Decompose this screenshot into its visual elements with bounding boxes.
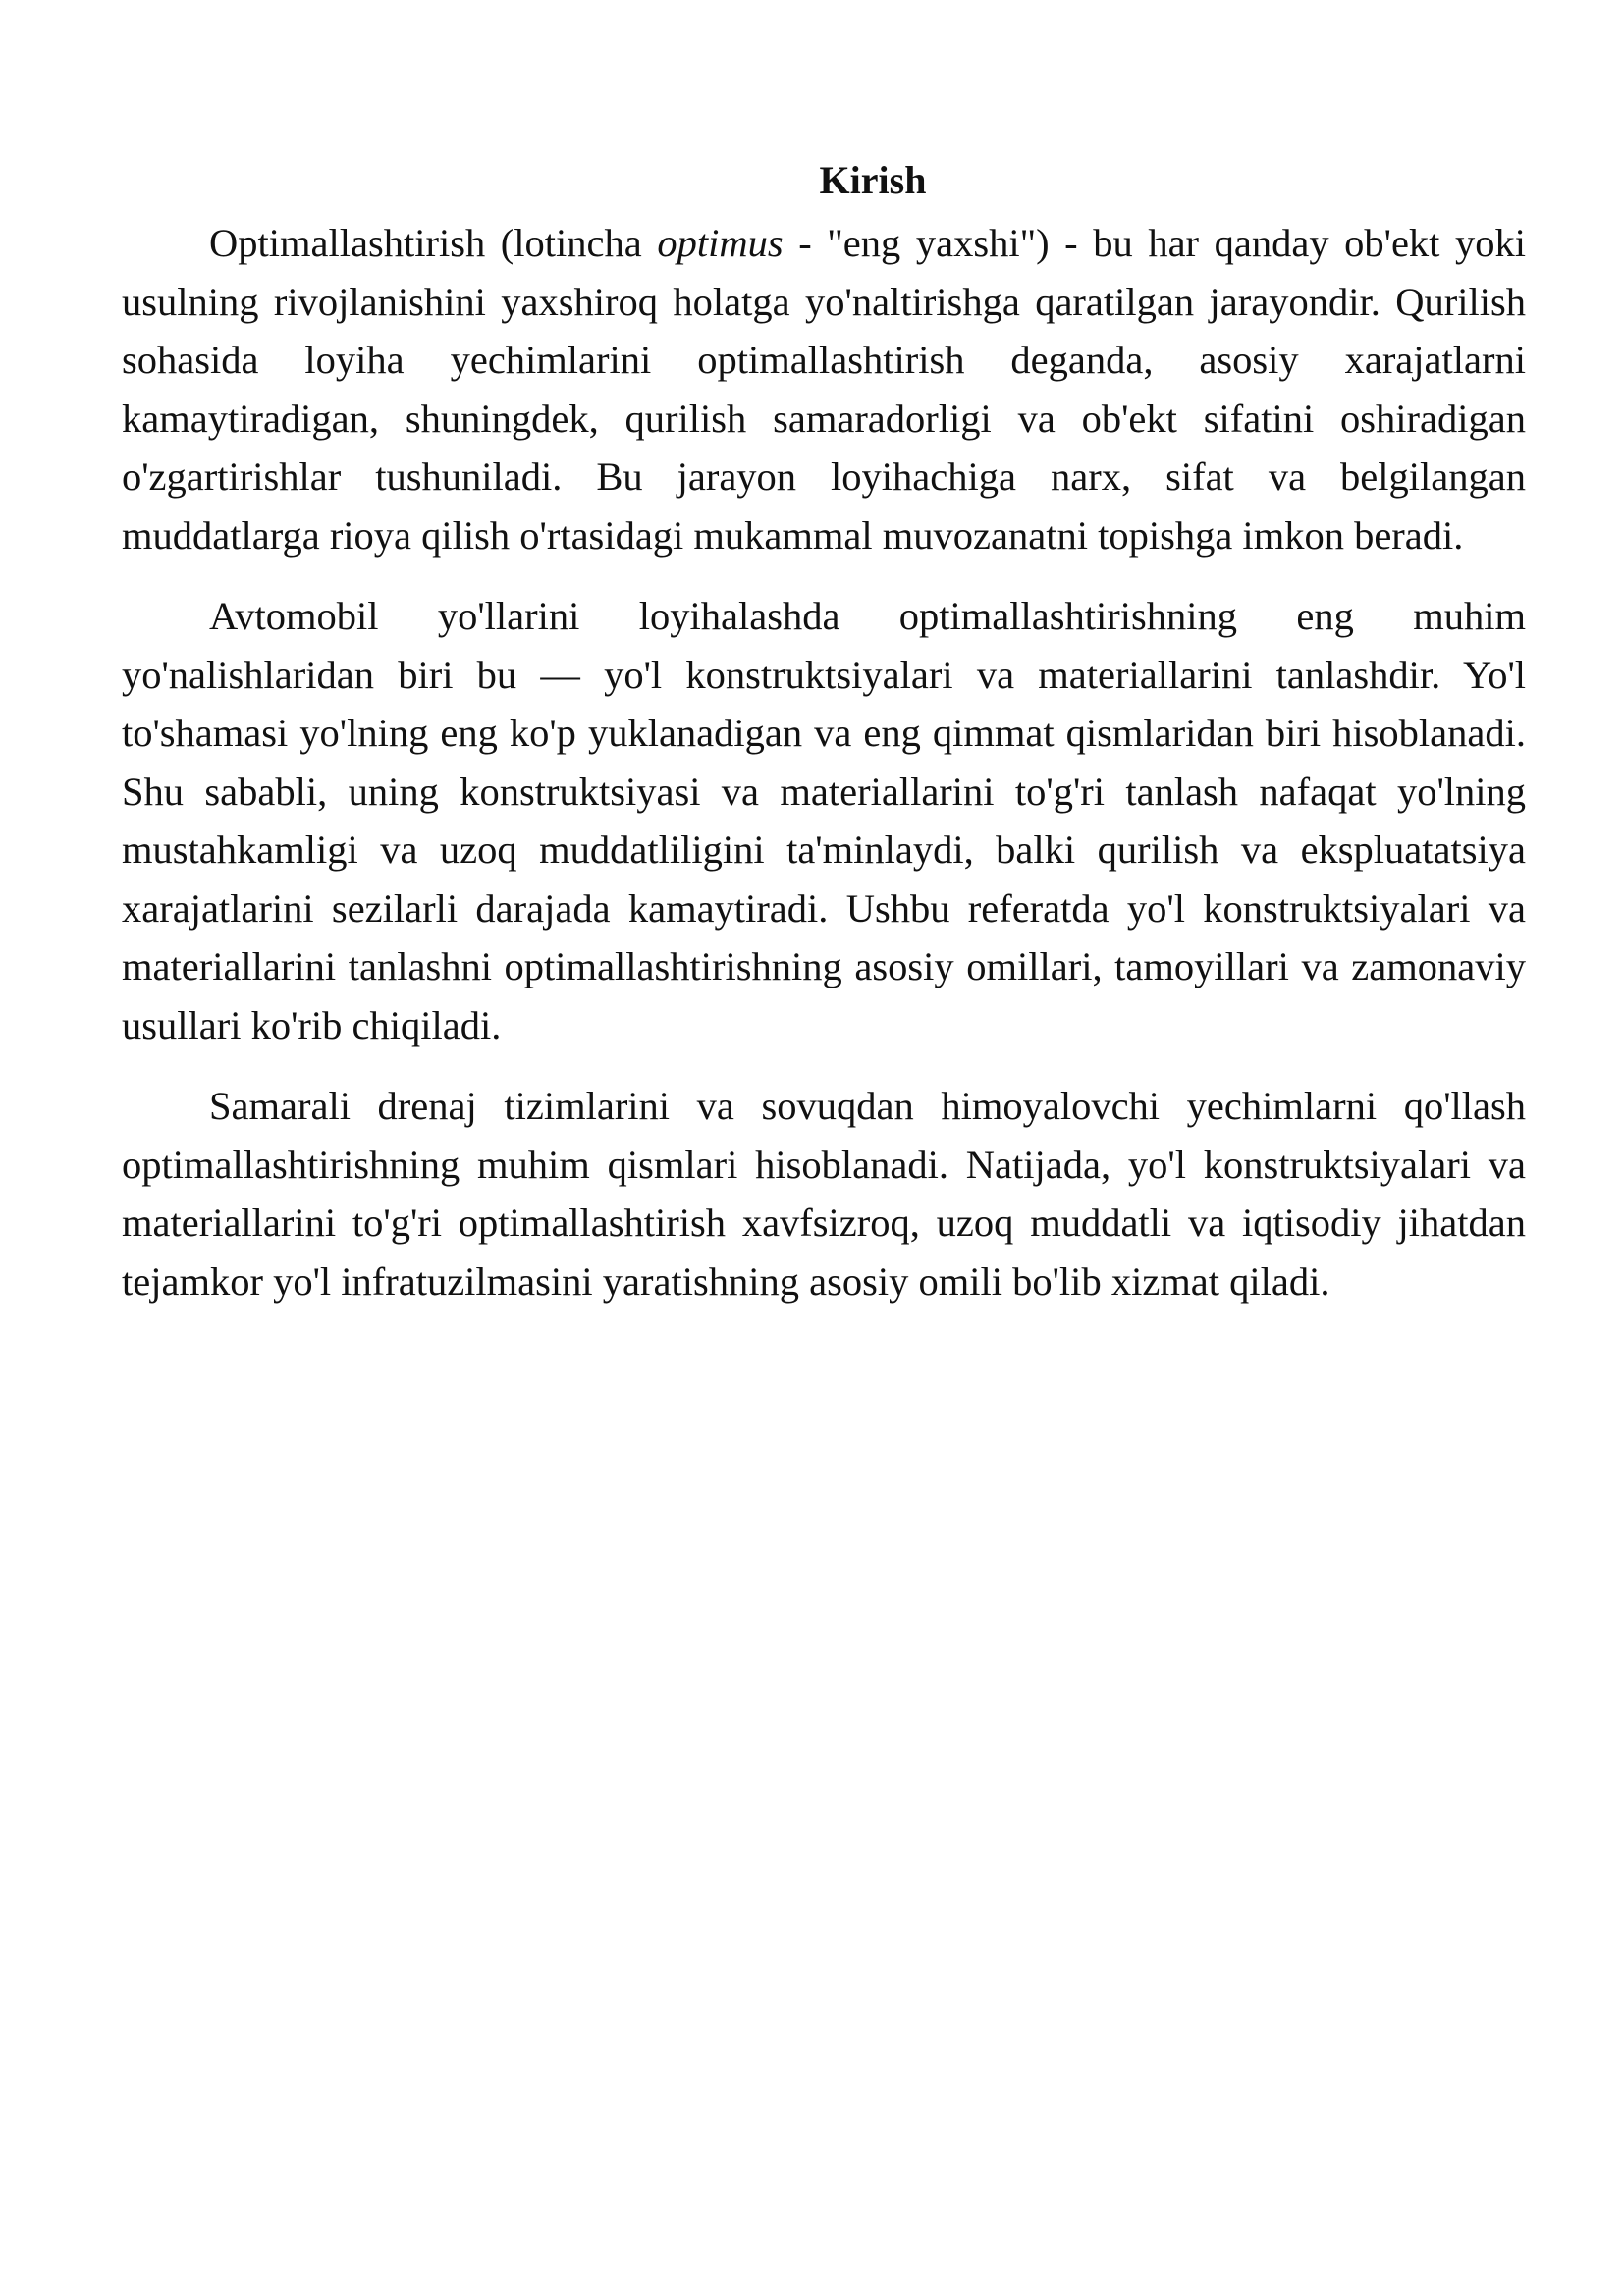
paragraph-conclusion: Samarali drenaj tizimlarini va sovuqdan himoyalovchi yechimlarni qo'llash optimallashtirishning muhim qismlari hisoblanadi. Natijada, yo'l konstruktsiyalari va materiallarini to'g'ri optimallashtirish xavfsizroq, uzoq muddatli va iqtisodiy jihatdan tejamkor yo'l infratuzilmasini yaratishning asosiy omili bo'lib xizmat qiladi. [122,1084,1526,1304]
paragraph-intro-text-end: - "eng yaxshi") - bu har qanday ob'ekt yoki usulning rivojlanishini yaxshiroq holatga yo'naltirishga qaratilgan jarayondir. Qurilish sohasida loyiha yechimlarini optimallashtirish deganda, asosiy xarajatlarni kamaytiradigan, shuningdek, qurilish samaradorligi va ob'ekt sifatini oshiradigan o'zgartirishlar tushuniladi. Bu jarayon loyihachiga narx, sifat va belgilangan muddatlarga rioya qilish o'rtasidagi mukammal muvozanatni topishga imkon beradi. [122,221,1527,558]
document-page [122,147,1526,1333]
paragraph-road-design: Avtomobil yo'llarini loyihalashda optimallashtirishning eng muhim yo'nalishlaridan biri bu — yo'l konstruktsiyalari va materiallarini tanlashdir. Yo'l to'shamasi yo'lning eng ko'p yuklanadigan va eng qimmat qismlaridan biri hisoblanadi. Shu sababli, uning konstruktsiyasi va materiallarini to'g'ri tanlash nafaqat yo'lning mustahkamligi va uzoq muddatliligini ta'minlaydi, balki qurilish va ekspluatatsiya xarajatlarini sezilarli darajada kamaytiradi. Ushbu referatda yo'l konstruktsiyalari va materiallarini tanlashni optimallashtirishning asosiy omillari, tamoyillari va zamonaviy usullari ko'rib chiqiladi. [122,594,1526,1047]
paragraph-intro [122,214,1526,564]
section-heading: Kirish [819,158,927,202]
latin-term: optimus [657,221,784,265]
paragraph-intro-text-start: Optimallashtirish (lotincha [209,221,658,265]
